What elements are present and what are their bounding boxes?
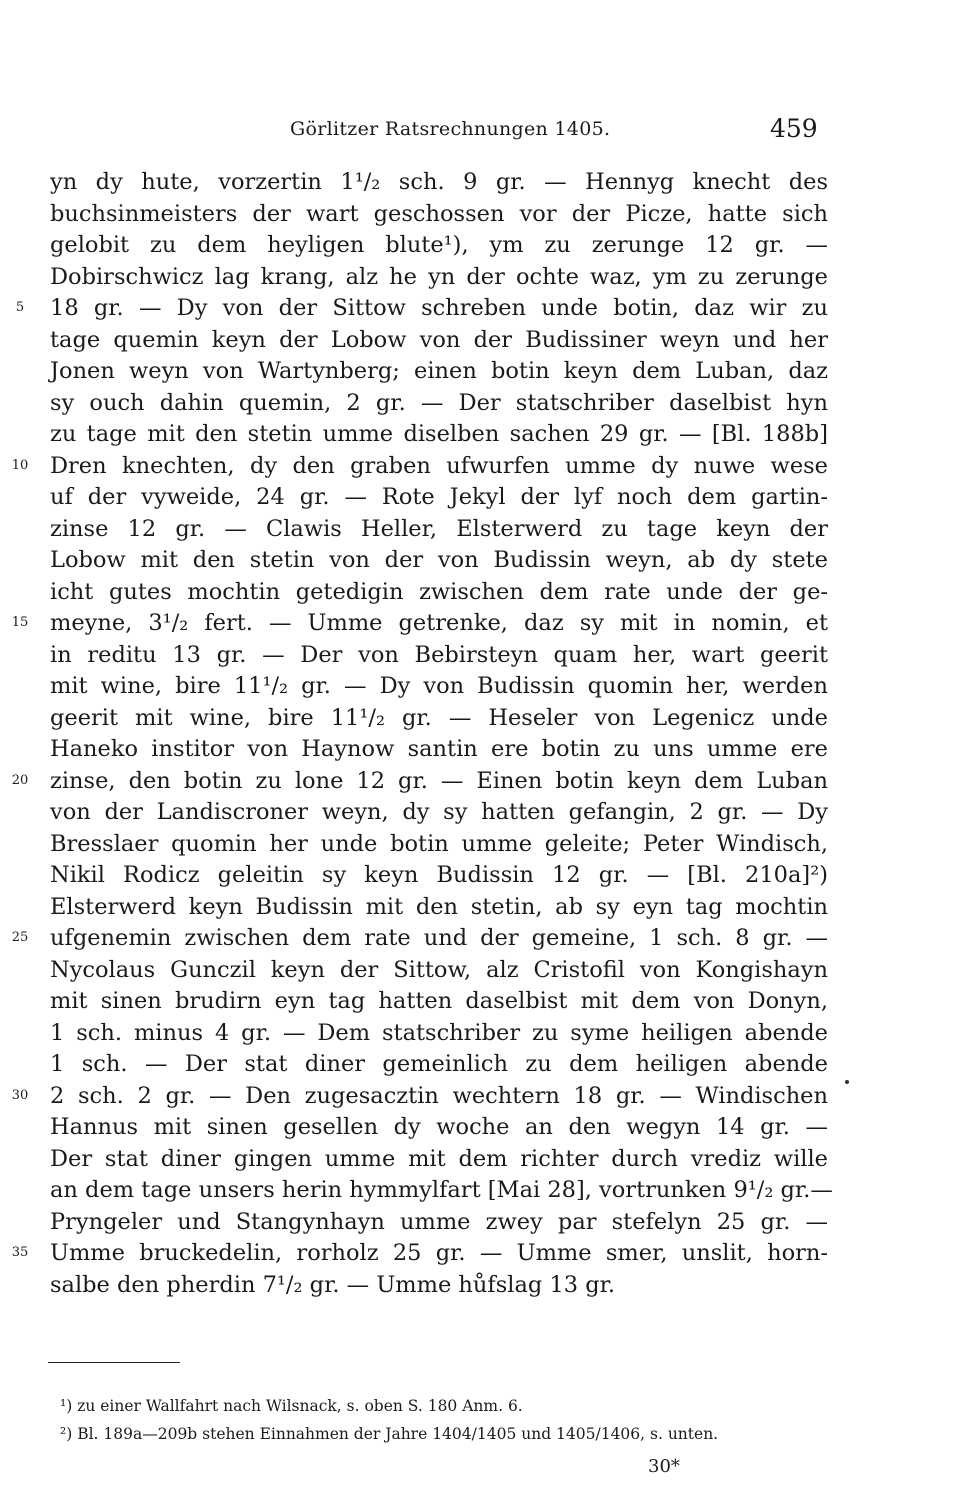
text-line: zinse, den botin zu lone 12 gr. — Einen botin keyn dem Luban [50, 767, 828, 794]
text-line: tage quemin keyn der Lobow von der Budissiner weyn und her [50, 326, 828, 353]
text-line: Umme bruckedelin, rorholz 25 gr. — Umme smer, unslit, horn- [50, 1240, 828, 1266]
text-line: Pryngeler und Stangynhayn umme zwey par stefelyn 25 gr. — [50, 1208, 828, 1235]
text-line: 2 sch. 2 gr. — Den zugesacztin wechtern 18 gr. — Windischen [50, 1082, 828, 1109]
line-number: 25 [11, 930, 29, 945]
text-line: 1 sch. — Der stat diner gemeinlich zu dem heiligen abende [50, 1051, 828, 1077]
text-line: in reditu 13 gr. — Der von Bebirsteyn quam her, wart geerit [50, 641, 828, 668]
text-line: Hannus mit sinen gesellen dy woche an den wegyn 14 gr. — [50, 1114, 828, 1140]
page-number: 459 [770, 114, 818, 143]
text-line: Elsterwerd keyn Budissin mit den stetin, ab sy eyn tag mochtin [50, 893, 828, 920]
text-line: Dobirschwicz lag krang, alz he yn der ochte waz, ym zu zerunge [50, 263, 828, 290]
text-line: Bresslaer quomin her unde botin umme geleite; Peter Windisch, [50, 830, 828, 857]
text-line: mit sinen brudirn eyn tag hatten daselbist mit dem von Donyn, [50, 988, 828, 1014]
text-line: Der stat diner gingen umme mit dem richter durch vrediz wille [50, 1145, 828, 1172]
signature-mark: 30* [648, 1456, 680, 1477]
line-number: 5 [15, 300, 25, 315]
text-line: Jonen weyn von Wartynberg; einen botin keyn dem Luban, daz [50, 358, 828, 384]
footnote: ¹) zu einer Wallfahrt nach Wilsnack, s. oben S. 180 Anm. 6. [60, 1397, 523, 1415]
text-line: zu tage mit den stetin umme diselben sachen 29 gr. — [Bl. 188b] [50, 421, 828, 447]
footnote-rule [48, 1362, 180, 1363]
text-line: uf der vyweide, 24 gr. — Rote Jekyl der lyf noch dem gartin- [50, 484, 828, 510]
line-number: 30 [11, 1087, 29, 1103]
speck-mark [845, 1080, 849, 1084]
text-line: Nycolaus Gunczil keyn der Sittow, alz Cristofil von Kongishayn [50, 956, 828, 983]
text-line: 1 sch. minus 4 gr. — Dem statschriber zu syme heiligen abende [50, 1019, 828, 1046]
footnote: ²) Bl. 189a—209b stehen Einnahmen der Jahre 1404/1405 und 1405/1406, s. unten. [60, 1425, 719, 1443]
text-line: gelobit zu dem heyligen blute¹), ym zu zerunge 12 gr. — [50, 232, 828, 258]
text-line: Lobow mit den stetin von der von Budissin weyn, ab dy stete [50, 547, 828, 573]
text-line: icht gutes mochtin getedigin zwischen dem rate unde der ge- [50, 578, 828, 605]
text-line: Nikil Rodicz geleitin sy keyn Budissin 12 gr. — [Bl. 210a]²) [50, 862, 828, 888]
text-line: geerit mit wine, bire 11¹/₂ gr. — Heseler von Legenicz unde [50, 704, 828, 731]
text-line: von der Landiscroner weyn, dy sy hatten gefangin, 2 gr. — Dy [50, 799, 828, 825]
text-line: ufgenemin zwischen dem rate und der gemeine, 1 sch. 8 gr. — [50, 925, 828, 951]
text-line: Dren knechten, dy den graben ufwurfen umme dy nuwe wese [50, 452, 828, 479]
line-number: 15 [11, 615, 29, 630]
text-line: mit wine, bire 11¹/₂ gr. — Dy von Budissin quomin her, werden [50, 673, 828, 699]
text-line: buchsinmeisters der wart geschossen vor der Picze, hatte sich [50, 200, 828, 227]
text-line: an dem tage unsers herin hymmylfart [Mai 28], vortrunken 9¹/₂ gr.— [50, 1177, 833, 1203]
line-number: 10 [11, 457, 29, 473]
text-line: Haneko institor von Haynow santin ere botin zu uns umme ere [50, 736, 828, 762]
text-line: sy ouch dahin quemin, 2 gr. — Der statschriber daselbist hyn [50, 389, 828, 416]
text-line: salbe den pherdin 7¹/₂ gr. — Umme hůfslag 13 gr. [50, 1271, 616, 1298]
running-head [0, 114, 960, 148]
line-number: 20 [11, 772, 29, 788]
running-title: Görlitzer Ratsrechnungen 1405. [290, 118, 611, 140]
text-line: zinse 12 gr. — Clawis Heller, Elsterwerd zu tage keyn der [50, 515, 828, 542]
text-line: 18 gr. — Dy von der Sittow schreben unde botin, daz wir zu [50, 295, 828, 321]
text-line: meyne, 3¹/₂ fert. — Umme getrenke, daz sy mit in nomin, et [50, 610, 828, 636]
line-number: 35 [11, 1245, 29, 1260]
text-line: yn dy hute, vorzertin 1¹/₂ sch. 9 gr. — Hennyg knecht des [50, 169, 828, 195]
